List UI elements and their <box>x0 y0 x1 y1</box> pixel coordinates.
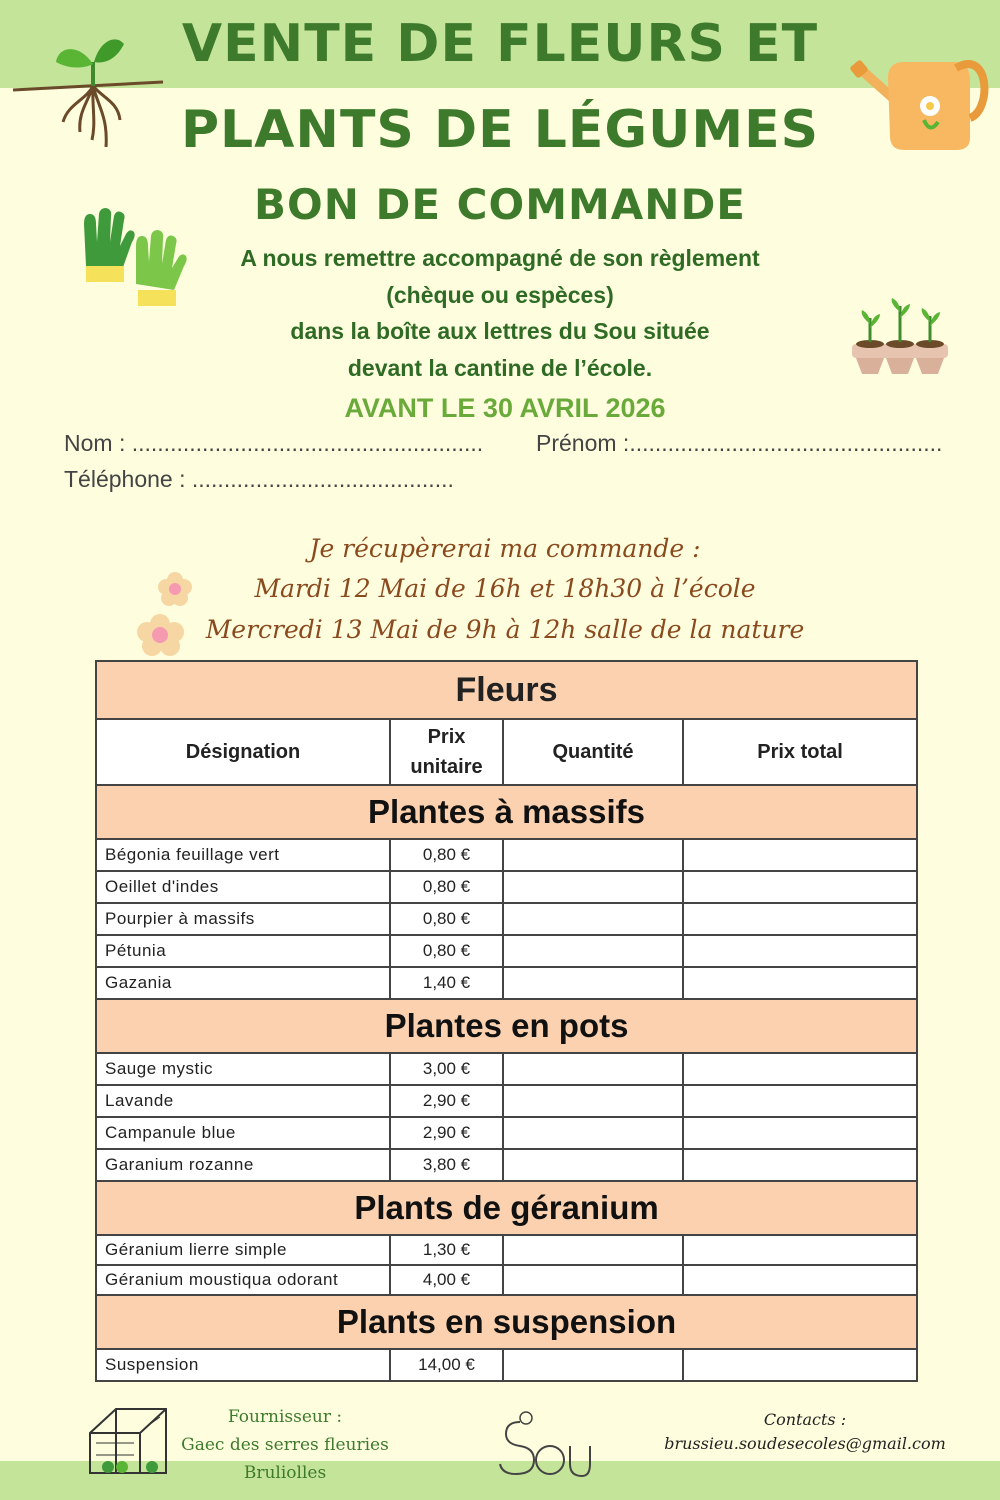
item-unit-price: 0,80 € <box>390 871 503 903</box>
total-price-cell[interactable] <box>683 1235 917 1265</box>
instruction-line: A nous remettre accompagné de son règlement <box>240 245 760 271</box>
quantity-cell[interactable] <box>503 1349 683 1381</box>
contact-label: Contacts : <box>763 1410 847 1429</box>
total-price-cell[interactable] <box>683 1349 917 1381</box>
section-row <box>96 1181 917 1235</box>
total-price-cell[interactable] <box>683 935 917 967</box>
item-unit-price: 2,90 € <box>390 1085 503 1117</box>
section-title: Plantes en pots <box>96 999 917 1053</box>
section-row <box>96 1295 917 1349</box>
item-name: Gazania <box>96 967 390 999</box>
pickup-intro: Je récupèrerai ma commande : <box>309 534 701 563</box>
greenhouse-icon <box>86 1403 170 1475</box>
quantity-cell[interactable] <box>503 903 683 935</box>
quantity-cell[interactable] <box>503 967 683 999</box>
seedling-tray-icon <box>850 298 950 378</box>
quantity-cell[interactable] <box>503 839 683 871</box>
item-unit-price: 3,00 € <box>390 1053 503 1085</box>
item-name: Géranium lierre simple <box>96 1235 390 1265</box>
supplier-place: Bruliolles <box>243 1463 327 1483</box>
section-row <box>96 999 917 1053</box>
total-price-cell[interactable] <box>683 1117 917 1149</box>
table-body <box>96 785 917 1381</box>
instruction-line: devant la cantine de l’école. <box>347 355 653 381</box>
table-row <box>96 839 917 871</box>
item-name: Pourpier à massifs <box>96 903 390 935</box>
column-header <box>390 719 503 785</box>
total-price-cell[interactable] <box>683 903 917 935</box>
supplier-name: Gaec des serres fleuries <box>181 1435 389 1455</box>
instruction-line: (chèque ou espèces) <box>386 282 614 308</box>
total-price-cell[interactable] <box>683 1053 917 1085</box>
supplier-block <box>165 1403 405 1487</box>
item-unit-price: 1,40 € <box>390 967 503 999</box>
order-table <box>95 660 918 1382</box>
total-price-cell[interactable] <box>683 871 917 903</box>
total-price-cell[interactable] <box>683 1149 917 1181</box>
quantity-cell[interactable] <box>503 1117 683 1149</box>
column-header: Prix total <box>683 719 917 785</box>
pickup-slot: Mercredi 13 Mai de 9h à 12h salle de la nature <box>205 615 805 644</box>
table-row <box>96 967 917 999</box>
table-row <box>96 1149 917 1181</box>
table-row <box>96 935 917 967</box>
prenom-field[interactable]: Prénom :................................................. <box>536 430 943 456</box>
item-name: Géranium moustiqua odorant <box>96 1265 390 1295</box>
table-title: Fleurs <box>96 661 917 719</box>
section-row <box>96 785 917 839</box>
logo-icon <box>490 1408 600 1486</box>
column-header: Quantité <box>503 719 683 785</box>
table-title-row <box>96 661 917 719</box>
quantity-cell[interactable] <box>503 1265 683 1295</box>
table-row <box>96 903 917 935</box>
item-name: Sauge mystic <box>96 1053 390 1085</box>
item-name: Lavande <box>96 1085 390 1117</box>
page-title-line1: VENTE DE FLEURS ET <box>181 14 819 74</box>
table-row <box>96 1053 917 1085</box>
table-row <box>96 1117 917 1149</box>
quantity-cell[interactable] <box>503 871 683 903</box>
quantity-cell[interactable] <box>503 935 683 967</box>
item-unit-price: 0,80 € <box>390 903 503 935</box>
total-price-cell[interactable] <box>683 1085 917 1117</box>
item-name: Suspension <box>96 1349 390 1381</box>
quantity-cell[interactable] <box>503 1085 683 1117</box>
pickup-slot: Mardi 12 Mai de 16h et 18h30 à l’école <box>254 574 756 603</box>
table-row <box>96 1349 917 1381</box>
total-price-cell[interactable] <box>683 839 917 871</box>
section-title: Plants de géranium <box>96 1181 917 1235</box>
column-header-label: Prix unitaire <box>410 726 483 778</box>
instruction-line: dans la boîte aux lettres du Sou située <box>290 318 710 344</box>
quantity-cell[interactable] <box>503 1149 683 1181</box>
contact-block <box>660 1408 950 1456</box>
section-title: Plants en suspension <box>96 1295 917 1349</box>
item-unit-price: 2,90 € <box>390 1117 503 1149</box>
total-price-cell[interactable] <box>683 1265 917 1295</box>
item-name: Campanule blue <box>96 1117 390 1149</box>
section-title: Plantes à massifs <box>96 785 917 839</box>
item-unit-price: 1,30 € <box>390 1235 503 1265</box>
item-name: Oeillet d'indes <box>96 871 390 903</box>
quantity-cell[interactable] <box>503 1235 683 1265</box>
item-unit-price: 14,00 € <box>390 1349 503 1381</box>
item-unit-price: 3,80 € <box>390 1149 503 1181</box>
item-name: Pétunia <box>96 935 390 967</box>
item-unit-price: 0,80 € <box>390 839 503 871</box>
table-row <box>96 1085 917 1117</box>
item-unit-price: 4,00 € <box>390 1265 503 1295</box>
table-row <box>96 1235 917 1265</box>
item-name: Bégonia feuillage vert <box>96 839 390 871</box>
deadline-text: AVANT LE 30 AVRIL 2026 <box>344 393 666 423</box>
item-name: Garanium rozanne <box>96 1149 390 1181</box>
total-price-cell[interactable] <box>683 967 917 999</box>
table-row <box>96 1265 917 1295</box>
table-row <box>96 871 917 903</box>
contact-email[interactable]: brussieu.soudesecoles@gmail.com <box>664 1434 946 1453</box>
table-header-row <box>96 719 917 785</box>
page-subtitle: BON DE COMMANDE <box>254 180 746 229</box>
item-unit-price: 0,80 € <box>390 935 503 967</box>
column-header: Désignation <box>96 719 390 785</box>
page-title-line2: PLANTS DE LÉGUMES <box>180 100 820 160</box>
quantity-cell[interactable] <box>503 1053 683 1085</box>
supplier-label: Fournisseur : <box>227 1407 343 1427</box>
telephone-field[interactable]: Téléphone : ......................................... <box>64 466 454 492</box>
nom-field[interactable]: Nom : ....................................................... <box>64 430 484 456</box>
